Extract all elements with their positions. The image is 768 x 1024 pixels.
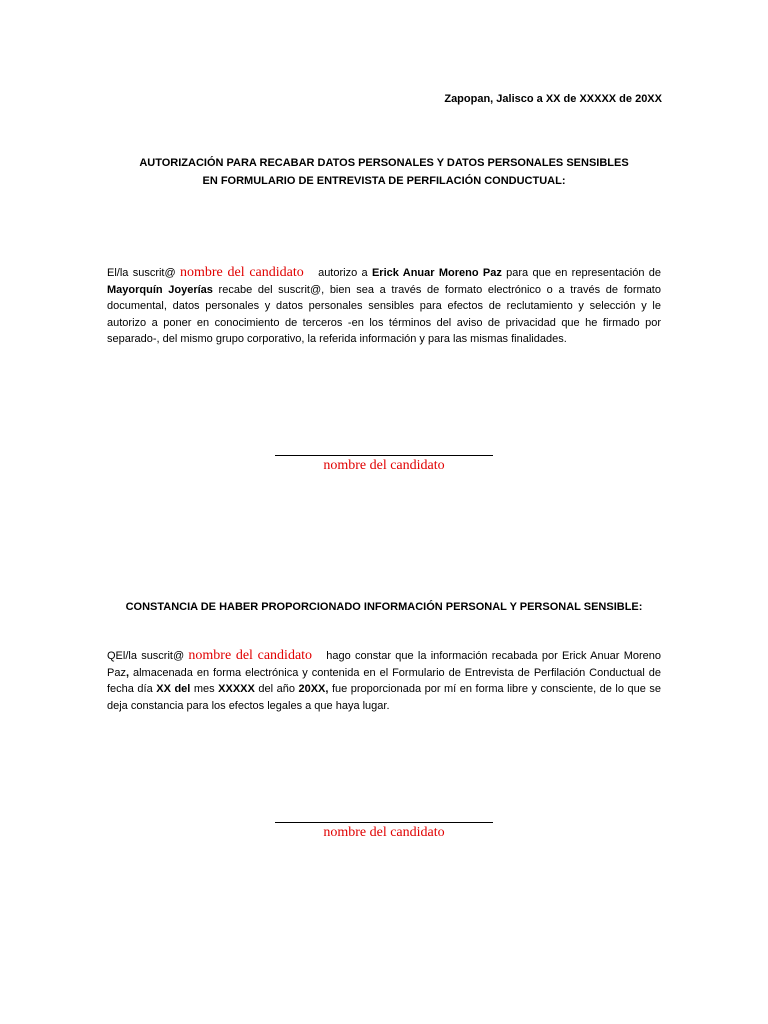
signature-line	[275, 455, 493, 456]
constancy-comma: ,	[125, 666, 130, 679]
candidate-name-placeholder: nombre del candidato	[179, 265, 304, 280]
constancy-paragraph	[107, 648, 661, 714]
constancy-month: XXXXX	[218, 683, 255, 695]
candidate-name-placeholder: nombre del candidato	[188, 648, 313, 663]
authorization-title-line-1: AUTORIZACIÓN PARA RECABAR DATOS PERSONALES Y DATOS PERSONALES SENSIBLES	[139, 157, 629, 169]
authorization-title	[100, 154, 668, 190]
authorization-title-line-2: EN FORMULARIO DE ENTREVISTA DE PERFILACIÓN CONDUCTUAL:	[202, 175, 566, 187]
constancy-day: XX del	[156, 683, 191, 695]
signature-name: nombre del candidato	[323, 458, 445, 473]
constancy-title: CONSTANCIA DE HABER PROPORCIONADO INFORMACIÓN PERSONAL Y PERSONAL SENSIBLE:	[125, 601, 643, 613]
authorization-paragraph	[107, 265, 661, 348]
authorization-rest: recabe del suscrit@, bien sea a través de formato electrónico o a través de formato documental, datos personales y datos personales sensibles para efectos de reclutamiento y selección y le autorizo a poner en conocimiento de terceros -en los términos del aviso de privacidad que he firmado por separado-, del mismo grupo corporativo, la referida información y para las mismas finalidades.	[107, 283, 661, 345]
date-line: Zapopan, Jalisco a XX de XXXXX de 20XX	[444, 93, 662, 105]
constancy-mid: almacenada en forma electrónica y contenida en el Formulario de Entrevista de Perfilación Conductual de fecha día	[107, 666, 661, 695]
signature-line	[275, 822, 493, 823]
authorization-after-name: autorizo a	[313, 267, 372, 279]
authorization-prefix: El/la suscrit@	[107, 267, 180, 279]
constancy-year-label: del año	[254, 683, 299, 695]
company-name: Mayorquín Joyerías	[107, 283, 213, 296]
constancy-after-name: hago constar que la información recabada por Erick Anuar Moreno Paz	[107, 650, 661, 679]
authorized-person-name: Erick Anuar Moreno Paz	[371, 267, 502, 279]
constancy-rest: fue proporcionada por mí en forma libre y consciente, de lo que se deja constancia para los efectos legales a que haya lugar.	[107, 683, 661, 712]
constancy-year: 20XX,	[298, 683, 329, 695]
signature-name: nombre del candidato	[323, 825, 445, 840]
constancy-prefix: QEl/la suscrit@	[107, 650, 189, 662]
authorization-mid: para que en representación de	[501, 267, 661, 279]
constancy-mes-label: mes	[190, 683, 219, 695]
